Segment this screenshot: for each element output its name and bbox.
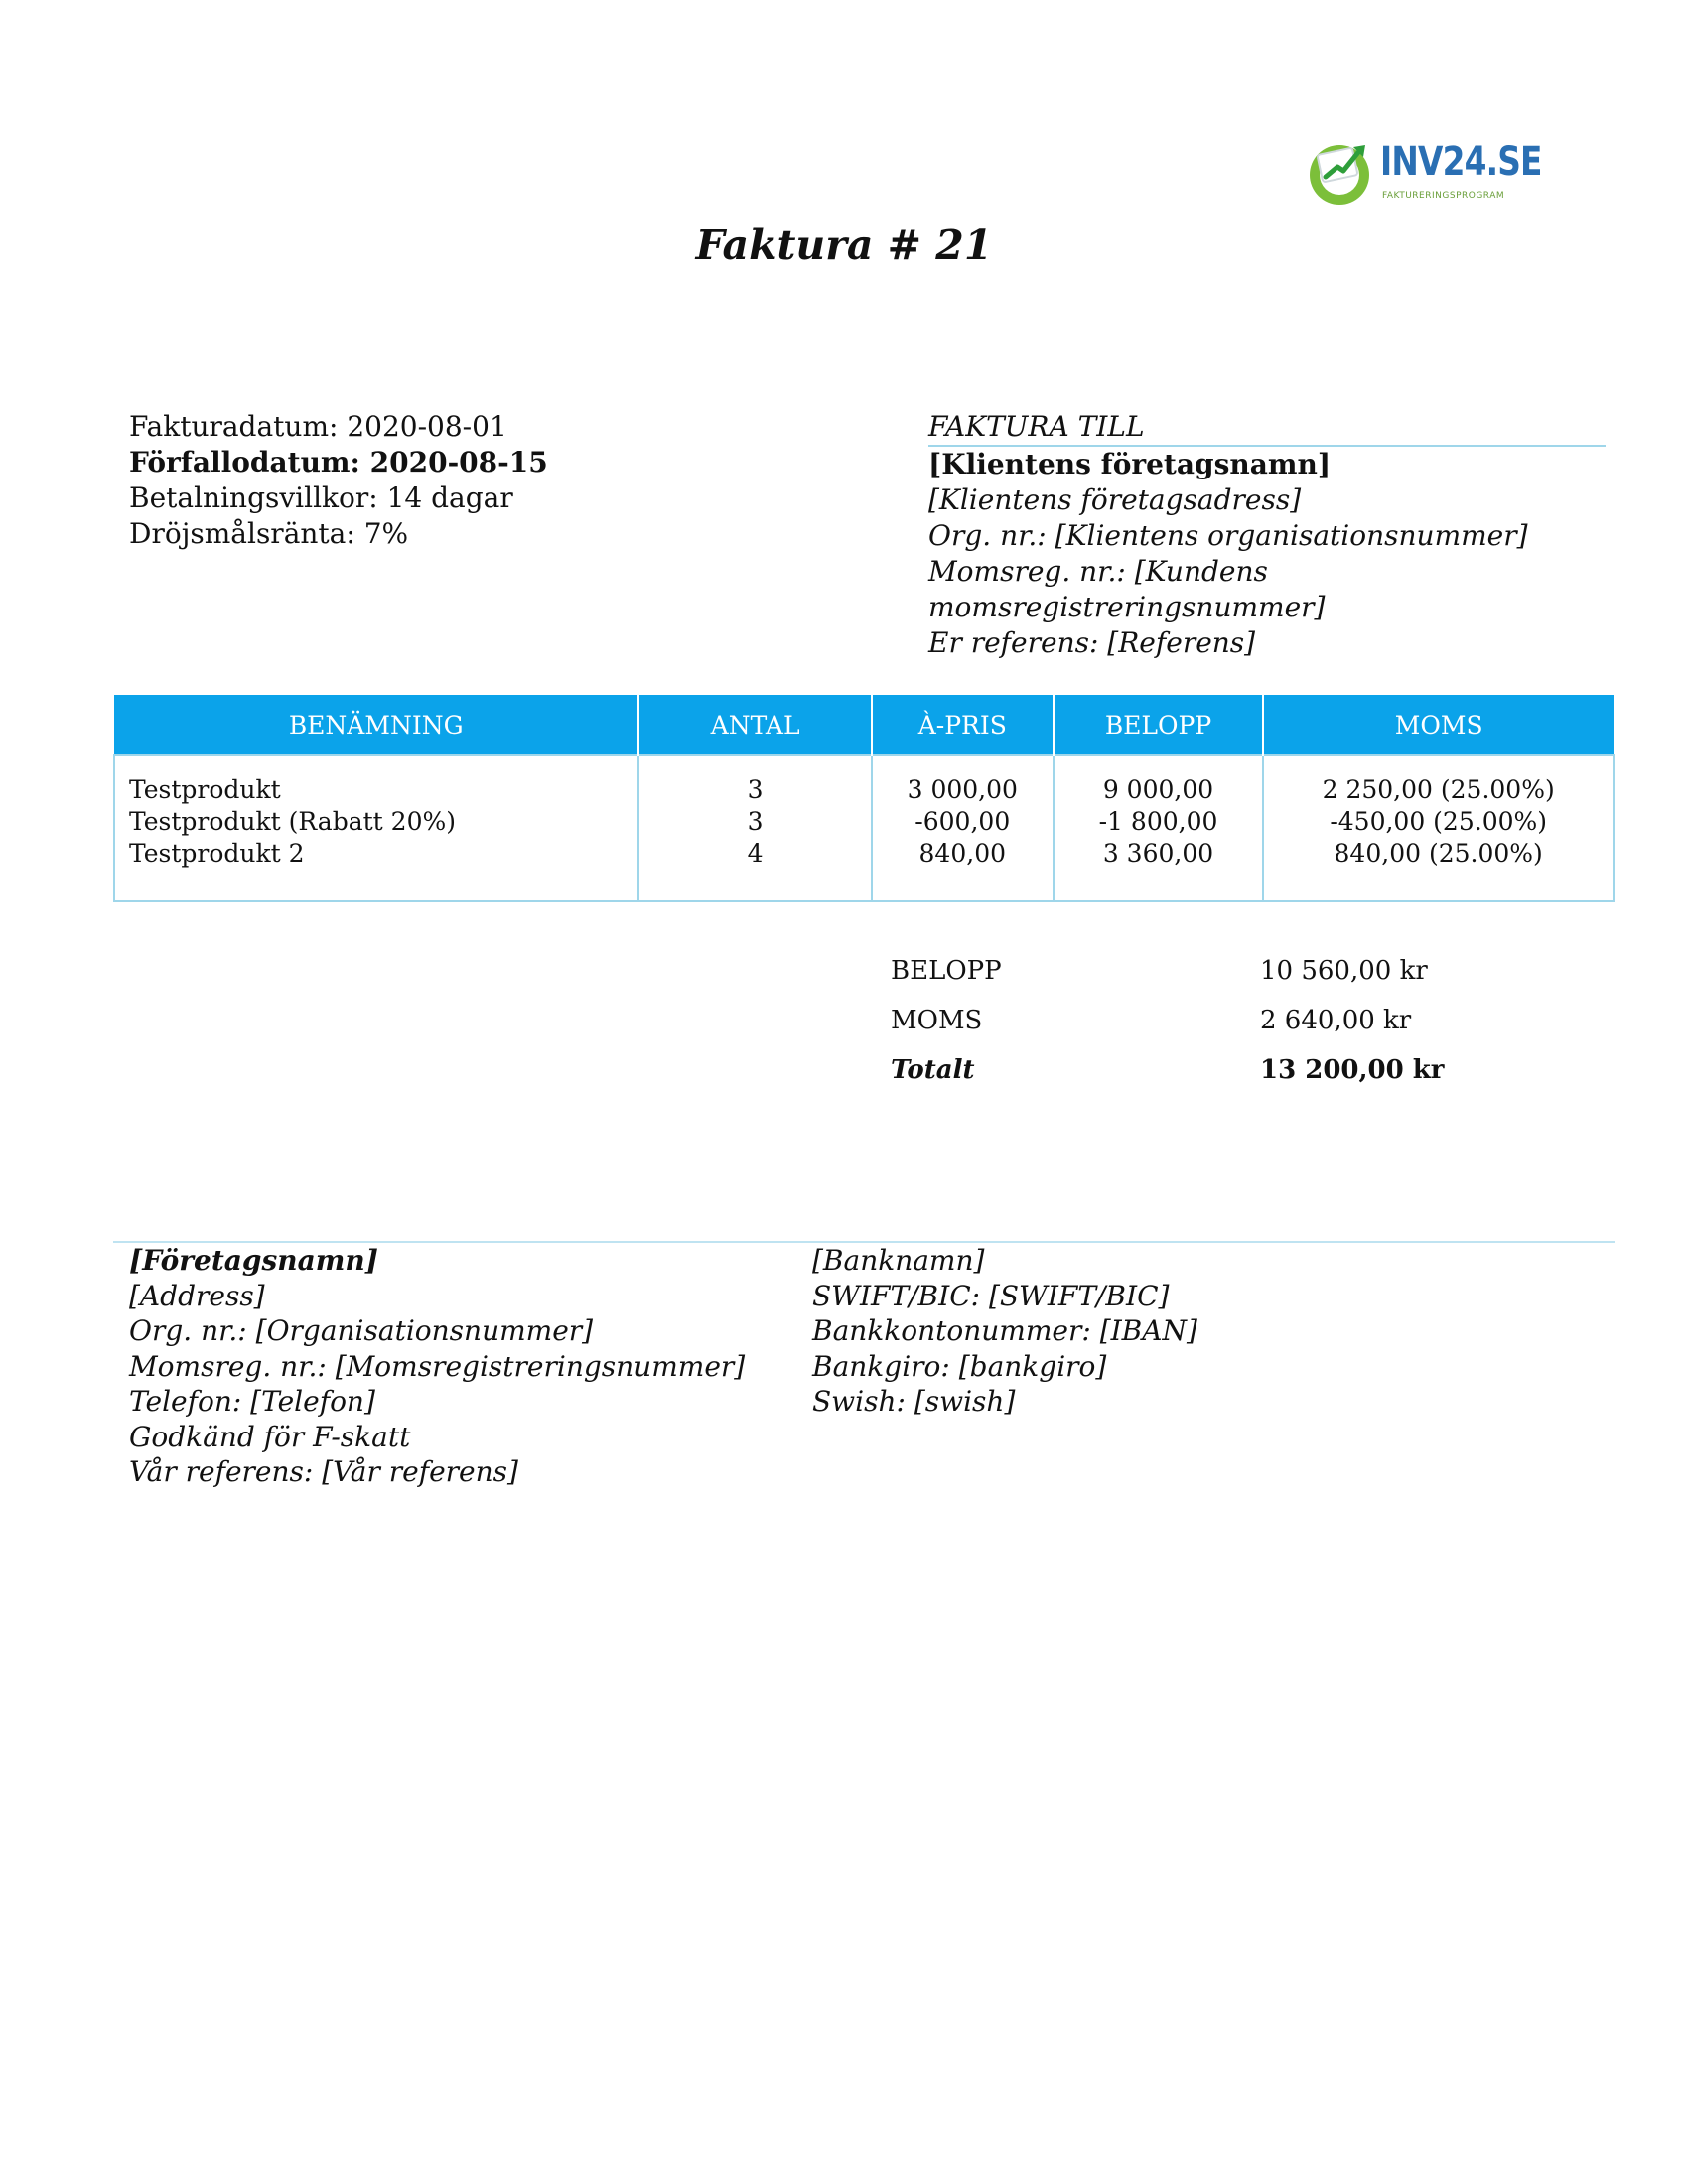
cell-unit-price: -600,00 xyxy=(914,807,1011,836)
cell-qty: 4 xyxy=(747,839,764,868)
header-vat: MOMS xyxy=(1263,695,1614,755)
cell-qty: 3 xyxy=(747,807,764,836)
header-quantity: ANTAL xyxy=(638,695,872,755)
invoice-meta xyxy=(129,409,548,552)
column-amount xyxy=(1054,755,1264,901)
footer-vat-nr: Momsreg. nr.: [Momsregistreringsnummer] xyxy=(129,1349,746,1383)
cell-qty: 3 xyxy=(747,775,764,804)
invoice-date: Fakturadatum: 2020-08-01 xyxy=(129,410,507,443)
client-org-nr: Org. nr.: [Klientens organisationsnummer] xyxy=(928,519,1528,552)
cell-amount: 3 360,00 xyxy=(1102,839,1214,868)
cell-amount: -1 800,00 xyxy=(1098,807,1218,836)
cell-amount: 9 000,00 xyxy=(1102,775,1214,804)
footer-account: Bankkontonummer: [IBAN] xyxy=(812,1314,1197,1347)
logo-text: INV24.SE xyxy=(1380,139,1542,185)
column-vat xyxy=(1263,755,1614,901)
cell-vat: 840,00 (25.00%) xyxy=(1334,839,1543,868)
company-logo xyxy=(1306,137,1542,211)
cell-unit-price: 840,00 xyxy=(918,839,1007,868)
header-amount: BELOPP xyxy=(1054,695,1264,755)
table-header-row xyxy=(114,695,1614,755)
totals-vat-label: MOMS xyxy=(891,1006,983,1035)
due-date: Förfallodatum: 2020-08-15 xyxy=(129,446,548,478)
bill-to xyxy=(928,409,1606,661)
cell-name: Testprodukt (Rabatt 20%) xyxy=(129,807,456,836)
logo-subtitle: FAKTURERINGSPROGRAM xyxy=(1382,191,1505,201)
client-vat-nr: Momsreg. nr.: [Kundens momsregistreringsnummer] xyxy=(928,555,1326,623)
header-unit-price: À-PRIS xyxy=(872,695,1054,755)
footer-bank-name: [Banknamn] xyxy=(812,1244,985,1277)
footer-company-info xyxy=(129,1243,745,1490)
footer-f-tax: Godkänd för F-skatt xyxy=(129,1420,411,1453)
totals-grand-value: 13 200,00 kr xyxy=(1260,1055,1445,1085)
totals-vat-value: 2 640,00 kr xyxy=(1260,1006,1412,1035)
header-description: BENÄMNING xyxy=(114,695,638,755)
cell-unit-price: 3 000,00 xyxy=(907,775,1018,804)
client-address: [Klientens företagsadress] xyxy=(928,483,1302,516)
totals-amount-value: 10 560,00 kr xyxy=(1260,956,1428,986)
logo-icon xyxy=(1306,137,1377,211)
totals-amount-label: BELOPP xyxy=(891,956,1002,986)
footer-phone: Telefon: [Telefon] xyxy=(129,1385,375,1418)
footer-swift: SWIFT/BIC: [SWIFT/BIC] xyxy=(812,1279,1170,1312)
cell-vat: -450,00 (25.00%) xyxy=(1330,807,1548,836)
column-description xyxy=(114,755,638,901)
column-quantity xyxy=(638,755,872,901)
footer-bankgiro: Bankgiro: [bankgiro] xyxy=(812,1349,1107,1383)
totals-grand-label: Totalt xyxy=(891,1055,975,1085)
footer-company-name: [Företagsnamn] xyxy=(129,1244,378,1277)
payment-terms: Betalningsvillkor: 14 dagar xyxy=(129,481,513,514)
footer-address: [Address] xyxy=(129,1279,265,1312)
footer-our-reference: Vår referens: [Vår referens] xyxy=(129,1455,518,1488)
client-reference: Er referens: [Referens] xyxy=(928,626,1256,659)
late-interest: Dröjsmålsränta: 7% xyxy=(129,517,409,550)
table-row xyxy=(114,755,1614,901)
footer-swish: Swish: [swish] xyxy=(812,1385,1016,1418)
bill-to-heading: FAKTURA TILL xyxy=(928,409,1606,447)
items-table xyxy=(113,695,1615,902)
cell-name: Testprodukt 2 xyxy=(129,839,305,868)
cell-vat: 2 250,00 (25.00%) xyxy=(1322,775,1555,804)
footer-org-nr: Org. nr.: [Organisationsnummer] xyxy=(129,1314,594,1347)
client-company: [Klientens företagsnamn] xyxy=(928,448,1332,480)
cell-name: Testprodukt xyxy=(129,775,281,804)
column-unit-price xyxy=(872,755,1054,901)
footer-bank-info xyxy=(812,1243,1197,1420)
invoice-title: Faktura # 21 xyxy=(695,221,993,269)
